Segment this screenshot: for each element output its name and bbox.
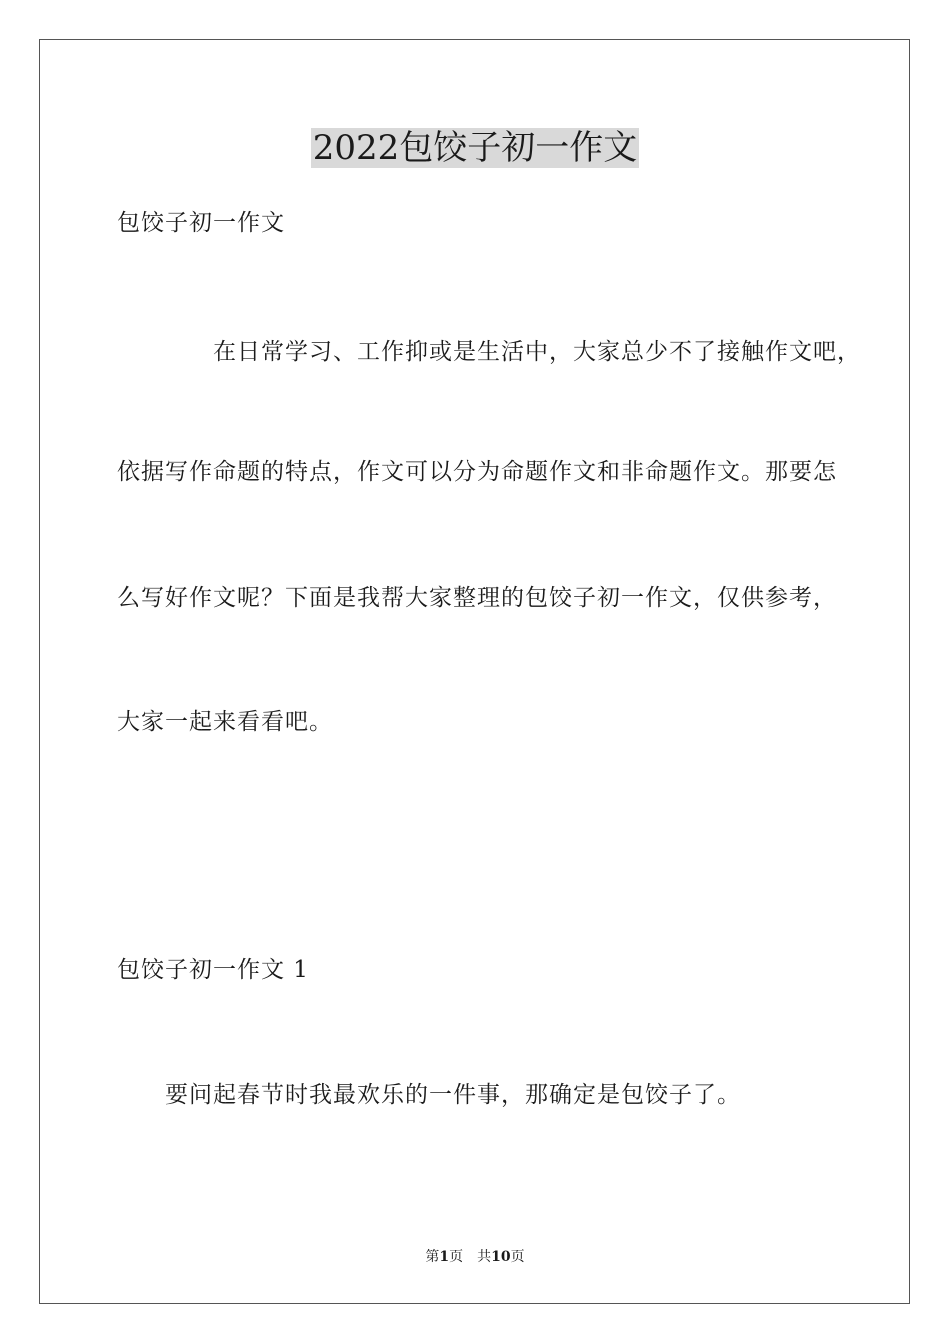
document-title-text: 2022包饺子初一作文 bbox=[312, 128, 638, 168]
document-subtitle: 包饺子初一作文 bbox=[117, 210, 285, 236]
page-number-footer bbox=[0, 1248, 950, 1266]
section-line-1: 要问起春节时我最欢乐的一件事，那确定是包饺子了。 bbox=[165, 1082, 741, 1108]
intro-line-4: 大家一起来看看吧。 bbox=[117, 709, 333, 735]
footer-prefix: 第 bbox=[425, 1249, 440, 1265]
footer-total-pages: 10 bbox=[491, 1249, 511, 1265]
footer-mid: 页 共 bbox=[449, 1249, 492, 1265]
intro-line-2: 依据写作命题的特点，作文可以分为命题作文和非命题作文。那要怎 bbox=[117, 459, 837, 485]
section-heading: 包饺子初一作文 1 bbox=[117, 957, 309, 983]
footer-suffix: 页 bbox=[510, 1249, 525, 1265]
document-title bbox=[0, 126, 950, 170]
intro-line-1: 在日常学习、工作抑或是生活中，大家总少不了接触作文吧， bbox=[213, 339, 861, 365]
footer-current-page: 1 bbox=[439, 1249, 450, 1265]
intro-line-3: 么写好作文呢？下面是我帮大家整理的包饺子初一作文，仅供参考， bbox=[117, 585, 837, 611]
